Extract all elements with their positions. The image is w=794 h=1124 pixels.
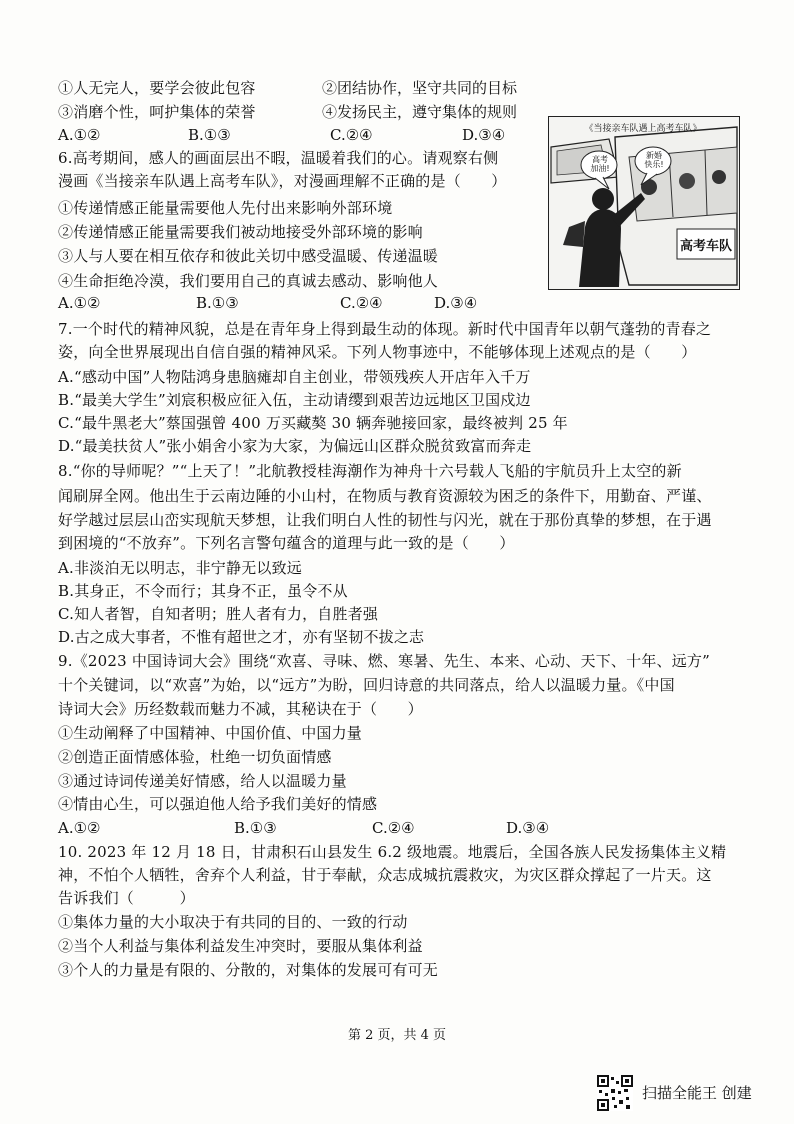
q6-statement-1: ①传递情感正能量需要他人先付出来影响外部环境 <box>58 199 393 217</box>
q10-statement-2: ②当个人利益与集体利益发生冲突时，要服从集体利益 <box>58 937 423 955</box>
q8-option-c: C.知人者智，自知者明；胜人者有力，自胜者强 <box>58 605 379 623</box>
q9-option-c: C.②④ <box>372 819 415 837</box>
q9-statement-2: ②创造正面情感体验，杜绝一切负面情感 <box>58 748 332 766</box>
scanner-watermark: 扫描全能王 创建 <box>642 1084 752 1102</box>
q6-option-b: B.①③ <box>196 294 239 312</box>
q10-stem-line-3: 告诉我们（ ） <box>58 889 195 907</box>
q6-stem-line-1: 6.高考期间，感人的画面层出不暇，温暖着我们的心。请观察右侧 <box>58 149 499 167</box>
cartoon-bubble-right: 新婚 快乐! <box>644 151 664 169</box>
q6-option-c: C.②④ <box>340 294 383 312</box>
q9-option-d: D.③④ <box>506 819 550 837</box>
q5-option-d: D.③④ <box>462 126 506 144</box>
page-number: 第 2 页，共 4 页 <box>347 1028 447 1043</box>
q6-stem-line-2: 漫画《当接亲车队遇上高考车队》，对漫画理解不正确的是（ ） <box>58 172 507 190</box>
q9-option-a: A.①② <box>58 819 101 837</box>
q8-stem-line-3: 好学越过层层山峦实现航天梦想，让我们明白人性的韧性与闪光，就在于那份真挚的梦想，在于遇 <box>58 511 712 529</box>
q9-option-b: B.①③ <box>234 819 277 837</box>
q8-option-a: A.非淡泊无以明志，非宁静无以致远 <box>58 559 303 577</box>
q7-stem-line-2: 姿，向全世界展现出自信自强的精神风采。下列人物事迹中，不能够体现上述观点的是（ ） <box>58 343 697 361</box>
cartoon-bus-sign: 高考车队 <box>679 239 732 254</box>
q8-stem-line-1: 8.“你的导师呢？”“上天了！”北航教授桂海潮作为神舟十六号载人飞船的宇航员升上太空的新 <box>58 462 682 480</box>
q5-statement-4: ④发扬民主，遵守集体的规则 <box>322 103 518 121</box>
q6-statement-4: ④生命拒绝冷漠，我们要用自己的真诚去感动、影响他人 <box>58 272 439 290</box>
q5-statement-2: ②团结协作，坚守共同的目标 <box>322 79 518 97</box>
q5-option-c: C.②④ <box>330 126 373 144</box>
q10-statement-1: ①集体力量的大小取决于有共同的目的、一致的行动 <box>58 913 408 931</box>
q5-statement-1: ①人无完人，要学会彼此包容 <box>58 79 256 97</box>
cartoon-title: 《当接亲车队遇上高考车队》 <box>584 124 702 134</box>
q6-statement-3: ③人与人要在相互依存和彼此关切中感受温暖、传递温暖 <box>58 247 439 265</box>
q7-stem-line-1: 7.一个时代的精神风貌，总是在青年身上得到最生动的体现。新时代中国青年以朝气蓬勃的青春之 <box>58 320 712 338</box>
q8-stem-line-4: 到困境的“不放弃”。下列名言警句蕴含的道理与此一致的是（ ） <box>58 534 515 552</box>
q5-statement-3: ③消磨个性，呵护集体的荣誉 <box>58 103 256 121</box>
q9-stem-line-2: 十个关键词，以“欢喜”为始，以“远方”为盼，回归诗意的共同落点，给人以温暖力量。《中国 <box>58 676 675 694</box>
q7-option-c: C.“最牛黑老大”蔡国强曾 400 万买藏獒 30 辆奔驰接回家，最终被判 25 年 <box>58 414 568 432</box>
q6-statement-2: ②传递情感正能量需要我们被动地接受外部环境的影响 <box>58 223 423 241</box>
cartoon-illustration <box>548 116 740 290</box>
q10-statement-3: ③个人的力量是有限的、分散的，对集体的发展可有可无 <box>58 961 439 979</box>
q7-option-d: D.“最美扶贫人”张小娟舍小家为大家，为偏远山区群众脱贫致富而奔走 <box>58 437 532 455</box>
q9-stem-line-1: 9.《2023 中国诗词大会》围绕“欢喜、寻味、燃、寒暑、先生、本来、心动、天下、十年、远方” <box>58 652 710 670</box>
q7-option-a: A.“感动中国”人物陆鸿身患脑瘫却自主创业，带领残疾人开店年入千万 <box>58 368 531 386</box>
qr-code-icon <box>597 1075 633 1111</box>
cartoon-drawing <box>549 117 739 289</box>
cartoon-bubble-left: 高考 加油! <box>590 155 610 173</box>
q6-option-a: A.①② <box>58 294 101 312</box>
q5-option-b: B.①③ <box>188 126 231 144</box>
q6-option-d: D.③④ <box>434 294 478 312</box>
q9-statement-3: ③通过诗词传递美好情感，给人以温暖力量 <box>58 772 347 790</box>
q8-option-b: B.其身正，不令而行；其身不正，虽令不从 <box>58 582 348 600</box>
q8-option-d: D.古之成大事者，不惟有超世之才，亦有坚韧不拔之志 <box>58 628 425 646</box>
q5-option-a: A.①② <box>58 126 101 144</box>
q8-stem-line-2: 闻刷屏全网。他出生于云南边陲的小山村，在物质与教育资源较为困乏的条件下，用勤奋、严谨、 <box>58 487 712 505</box>
q9-stem-line-3: 诗词大会》历经数载而魅力不减，其秘诀在于（ ） <box>58 700 423 718</box>
q9-statement-4: ④情由心生，可以强迫他人给予我们美好的情感 <box>58 795 378 813</box>
q9-statement-1: ①生动阐释了中国精神、中国价值、中国力量 <box>58 724 363 742</box>
q7-option-b: B.“最美大学生”刘宸积极应征入伍，主动请缨到艰苦边远地区卫国戍边 <box>58 391 531 409</box>
q10-stem-line-2: 神，不怕个人牺牲，舍弃个人利益，甘于奉献，众志成城抗震救灾，为灾区群众撑起了一片天。这 <box>58 866 712 884</box>
q10-stem-line-1: 10. 2023 年 12 月 18 日，甘肃积石山县发生 6.2 级地震。地震后，全国各族人民发扬集体主义精 <box>58 843 727 861</box>
